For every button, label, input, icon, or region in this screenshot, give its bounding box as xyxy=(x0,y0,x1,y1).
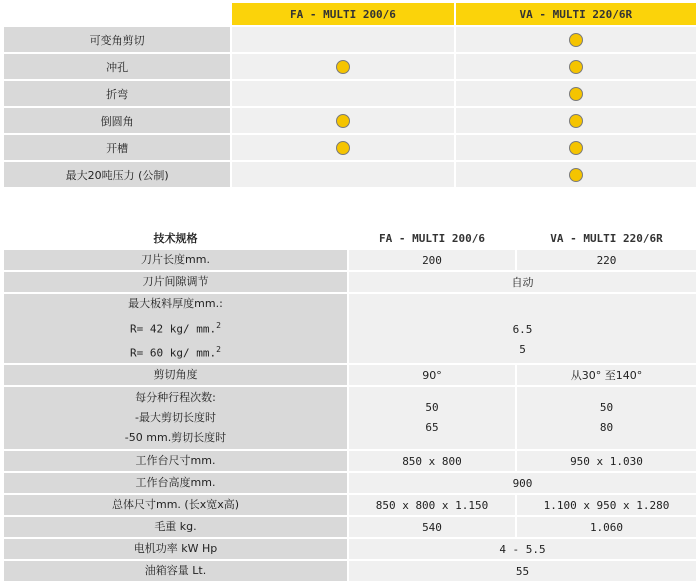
spec-value: 6.5 xyxy=(512,322,533,336)
spec-row-overall xyxy=(4,495,696,515)
spec-label: 刀片间隙调节 xyxy=(4,272,347,292)
spec-value-fa: 540 xyxy=(349,517,515,537)
spec-value-va: 950 x 1.030 xyxy=(517,451,696,471)
model-header-fa: FA - MULTI 200/6 xyxy=(232,3,453,25)
spec-row-strokes xyxy=(4,387,696,449)
specs-table xyxy=(2,226,698,583)
spec-row-blade-length xyxy=(4,250,696,270)
spec-label: 最大板料厚度mm.: xyxy=(128,297,223,310)
spec-row-weight xyxy=(4,517,696,537)
feature-row xyxy=(4,108,696,133)
spec-value-va-group xyxy=(517,387,696,449)
feature-cell-va xyxy=(456,27,696,52)
spec-sublabel: R= 60 kg/ mm.$^2$ xyxy=(130,344,221,360)
spec-value-fa: 200 xyxy=(349,250,515,270)
feature-row xyxy=(4,81,696,106)
spec-label: 毛重 kg. xyxy=(4,517,347,537)
feature-row xyxy=(4,54,696,79)
spec-label: 工作台高度mm. xyxy=(4,473,347,493)
spec-label: 工作台尺寸mm. xyxy=(4,451,347,471)
feature-label: 折弯 xyxy=(4,81,230,106)
availability-dot-icon xyxy=(569,141,583,155)
availability-dot-icon xyxy=(336,114,350,128)
spec-row-shear-angle xyxy=(4,365,696,385)
spec-row-gap-adjust xyxy=(4,272,696,292)
spec-sublabel: -50 mm.剪切长度时 xyxy=(124,431,227,445)
feature-cell-va xyxy=(456,54,696,79)
availability-dot-icon xyxy=(569,60,583,74)
feature-cell-va xyxy=(456,162,696,187)
feature-row xyxy=(4,162,696,187)
availability-dot-icon xyxy=(569,114,583,128)
spec-value: 5 xyxy=(519,342,526,356)
feature-cell-va xyxy=(456,81,696,106)
spec-sublabel: R= 42 kg/ mm.$^2$ xyxy=(130,321,221,336)
spec-row-oil xyxy=(4,561,696,581)
feature-cell-fa xyxy=(232,54,453,79)
feature-cell-fa xyxy=(232,108,453,133)
spec-label: 每分种行程次数: xyxy=(135,391,216,405)
spec-value-va: 1.100 x 950 x 1.280 xyxy=(517,495,696,515)
feature-cell-va xyxy=(456,108,696,133)
spec-row-max-thickness xyxy=(4,294,696,363)
spec-value-fa: 850 x 800 xyxy=(349,451,515,471)
features-header-blank xyxy=(4,3,230,25)
feature-row xyxy=(4,27,696,52)
spec-value: 80 xyxy=(599,421,614,435)
specs-model-va: VA - MULTI 220/6R xyxy=(517,228,696,248)
spec-label: 剪切角度 xyxy=(4,365,347,385)
spec-value: 50 xyxy=(599,401,614,415)
feature-cell-fa xyxy=(232,81,453,106)
feature-label: 最大20吨压力 (公制) xyxy=(4,162,230,187)
spec-row-table-height xyxy=(4,473,696,493)
spec-label: 电机功率 kW Hp xyxy=(4,539,347,559)
spec-value-shared-group xyxy=(349,294,696,363)
feature-cell-fa xyxy=(232,27,453,52)
feature-cell-va xyxy=(456,135,696,160)
spec-label-group xyxy=(4,294,347,363)
spec-value-va: 1.060 xyxy=(517,517,696,537)
specs-title: 技术规格 xyxy=(4,228,347,248)
specs-header-row xyxy=(4,228,696,248)
spec-label-group xyxy=(4,387,347,449)
spec-value-va: 220 xyxy=(517,250,696,270)
feature-label: 开槽 xyxy=(4,135,230,160)
availability-dot-icon xyxy=(569,168,583,182)
feature-label: 冲孔 xyxy=(4,54,230,79)
spec-value-fa: 850 x 800 x 1.150 xyxy=(349,495,515,515)
spec-value-shared: 自动 xyxy=(349,272,696,292)
spec-value-fa: 90° xyxy=(349,365,515,385)
availability-dot-icon xyxy=(336,60,350,74)
feature-cell-fa xyxy=(232,135,453,160)
spec-label: 刀片长度mm. xyxy=(4,250,347,270)
spec-value-shared: 4 - 5.5 xyxy=(349,539,696,559)
spec-value-shared: 900 xyxy=(349,473,696,493)
spec-row-table-size xyxy=(4,451,696,471)
availability-dot-icon xyxy=(336,141,350,155)
availability-dot-icon xyxy=(569,33,583,47)
spec-label: 总体尺寸mm. (长x宽x高) xyxy=(4,495,347,515)
spec-value-fa-group xyxy=(349,387,515,449)
spec-value: 65 xyxy=(425,421,439,435)
spec-label: 油箱容量 Lt. xyxy=(4,561,347,581)
feature-label: 可变角剪切 xyxy=(4,27,230,52)
specs-model-fa: FA - MULTI 200/6 xyxy=(349,228,515,248)
features-header-row xyxy=(4,3,696,25)
availability-dot-icon xyxy=(569,87,583,101)
spec-row-power xyxy=(4,539,696,559)
spec-value-va: 从30° 至140° xyxy=(517,365,696,385)
feature-cell-fa xyxy=(232,162,453,187)
spec-sublabel: -最大剪切长度时 xyxy=(135,411,216,425)
spec-value-shared: 55 xyxy=(349,561,696,581)
features-table xyxy=(2,1,698,189)
model-header-va: VA - MULTI 220/6R xyxy=(456,3,696,25)
spec-value: 50 xyxy=(425,401,439,415)
feature-label: 倒圆角 xyxy=(4,108,230,133)
feature-row xyxy=(4,135,696,160)
